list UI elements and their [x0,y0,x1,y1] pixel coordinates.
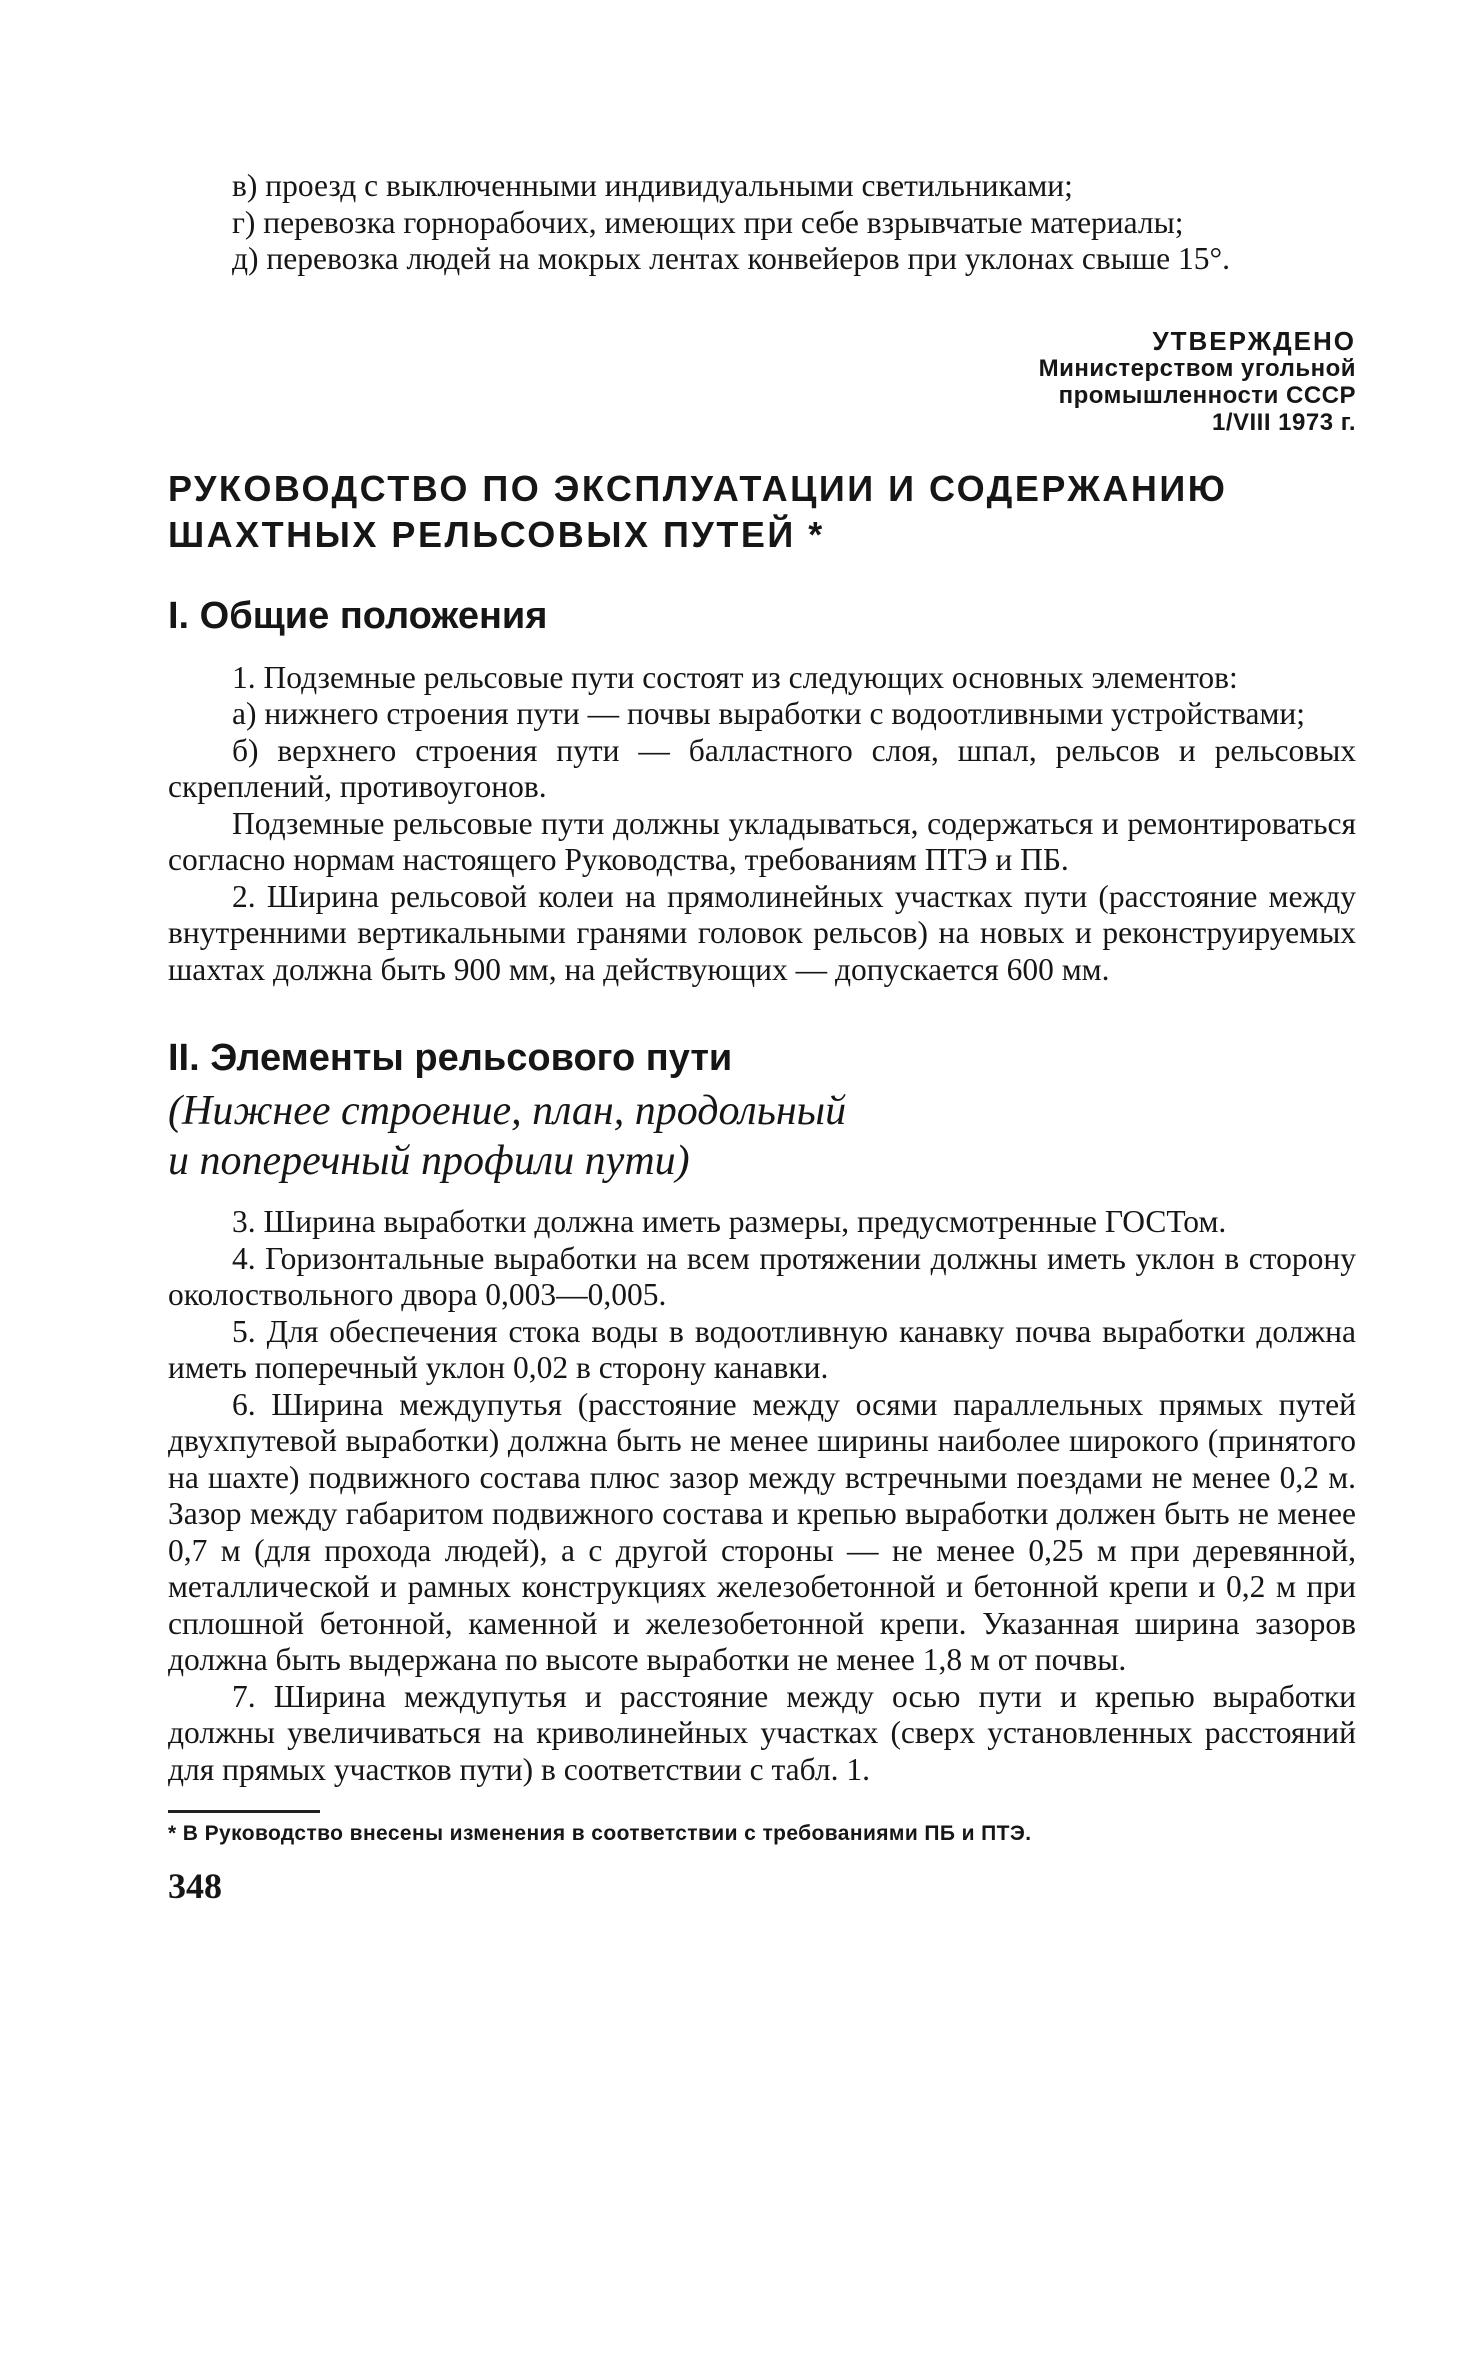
subheading-line: (Нижнее строение, план, продольный [168,1088,847,1134]
paragraph: 5. Для обеспечения стока воды в водоотливную канавку почва выработки должна иметь поперечный уклон 0,02 в сторону канавки. [168,1313,1356,1385]
list-item: д) перевозка людей на мокрых лентах конвейеров при уклонах свыше 15°. [232,241,1230,276]
paragraph: 3. Ширина выработки должна иметь размеры, предусмотренные ГОСТом. [232,1204,1227,1239]
approval-line: Министерством угольной [1038,354,1356,382]
section-heading: I. Общие положения [168,594,548,637]
paragraph: а) нижнего строения пути — почвы выработки с водоотливными устройствами; [232,696,1306,731]
section-heading: II. Элементы рельсового пути [168,1037,733,1079]
title-line: РУКОВОДСТВО ПО ЭКСПЛУАТАЦИИ И СОДЕРЖАНИЮ [168,467,1228,509]
paragraph: б) верхнего строения пути — балластного слоя, шпал, рельсов и рельсовых скреплений, противоугонов. [168,732,1356,804]
list-item: г) перевозка горнорабочих, имеющих при себе взрывчатые материалы; [232,204,1184,240]
subheading-line: и поперечный профили пути) [168,1138,690,1184]
approval-line: УТВЕРЖДЕНО [1152,325,1356,356]
document-title [168,466,1356,558]
paragraph: 7. Ширина междупутья и расстояние между осью пути и крепью выработки должны увеличиваться на криволинейных участках (сверх установленных расстояний для прямых участков пути) в соответствии с табл. 1. [168,1678,1356,1787]
section-subheading [168,1086,1356,1186]
paragraph: 6. Ширина междупутья (расстояние между осями параллельных прямых путей двухпутевой выработки) должна быть не менее ширины наиболее широкого (принятого на шахте) подвижного состава плюс зазор между встречными поездами не менее 0,2 м. Зазор между габаритом подвижного состава и крепью выработки должен быть не менее 0,7 м (для прохода людей), а с другой стороны — не менее 0,25 м при деревянной, металлической и рамных конструкциях железобетонной и бетонной крепи и 0,2 м при сплошной бетонной, каменной и железобетонной крепи. Указанная ширина зазоров должна быть выдержана по высоте выработки не менее 1,8 м от почвы. [168,1386,1356,1677]
footnote: * В Руководство внесены изменения в соответствии с требованиями ПБ и ПТЭ. [168,1822,1032,1845]
paragraph: 4. Горизонтальные выработки на всем протяжении должны иметь уклон в сторону околоствольного двора 0,003—0,005. [168,1240,1356,1312]
title-line: ШАХТНЫХ РЕЛЬСОВЫХ ПУТЕЙ * [168,513,825,555]
page-number: 348 [168,1866,222,1906]
document-page [168,168,1356,1907]
approval-stamp [168,325,1356,436]
approval-line: промышленности СССР [1058,381,1356,409]
paragraph: 2. Ширина рельсовой колеи на прямолинейных участках пути (расстояние между внутренними вертикальными гранями головок рельсов) на новых и реконструируемых шахтах должна быть 900 мм, на действующих — допускается 600 мм. [168,878,1356,987]
paragraph: Подземные рельсовые пути должны укладываться, содержаться и ремонтироваться согласно нормам настоящего Руководства, требованиям ПТЭ и ПБ. [168,805,1356,877]
list-item: в) проезд с выключенными индивидуальными светильниками; [232,168,1073,203]
footnote-divider [168,1810,320,1813]
paragraph: 1. Подземные рельсовые пути состоят из следующих основных элементов: [232,659,1238,695]
approval-date: 1/VIII 1973 г. [1211,408,1356,436]
